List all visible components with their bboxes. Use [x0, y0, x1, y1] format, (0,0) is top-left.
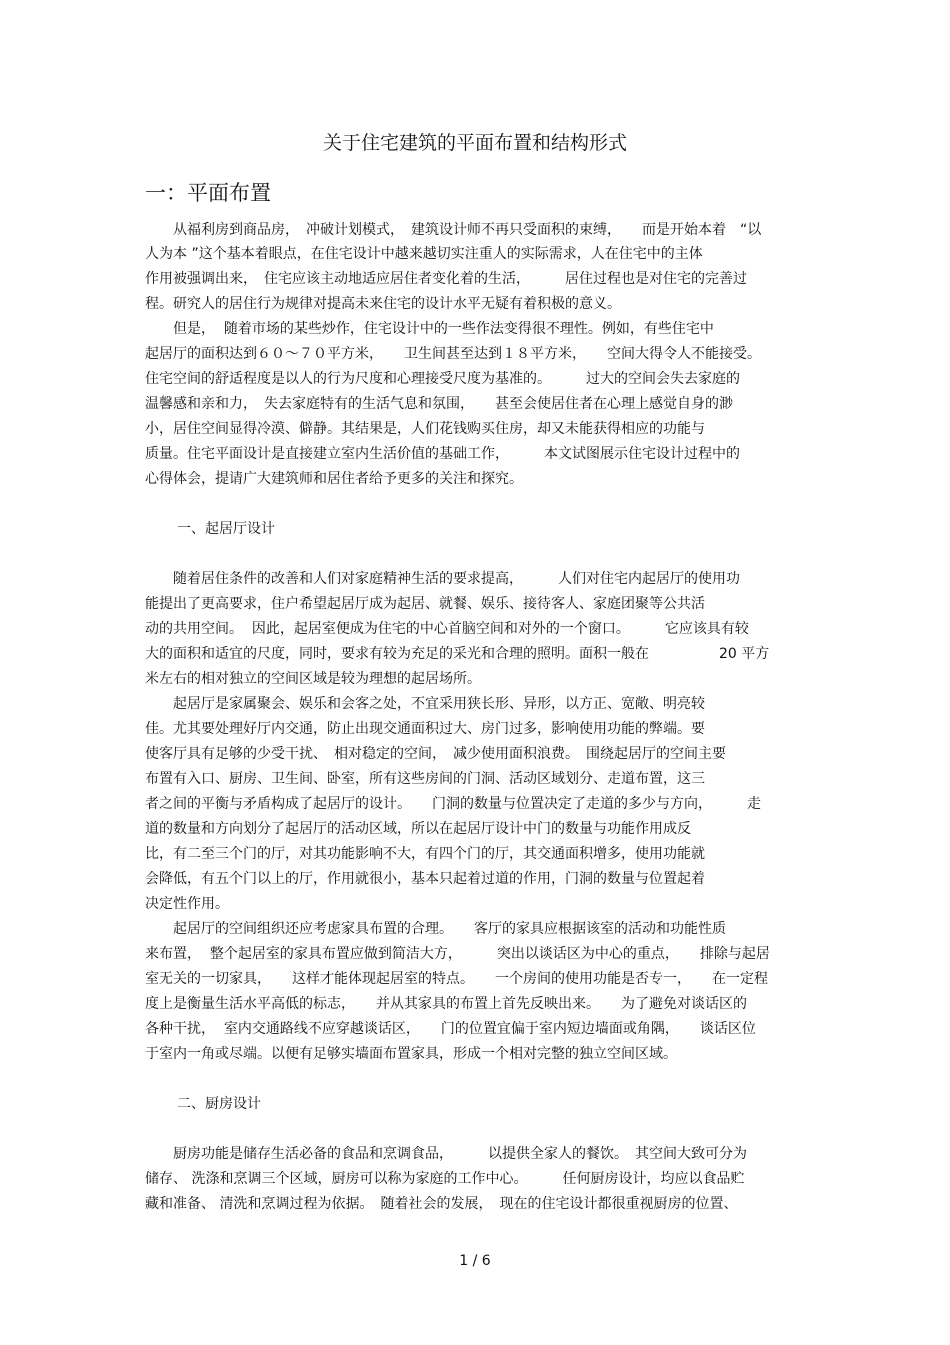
paragraph-line: 大的面积和适宜的尺度，同时，要求有较为充足的采光和合理的照明。面积一般在 20 平方	[145, 646, 770, 662]
paragraph-line: 能提出了更高要求，住户希望起居厅成为起居、就餐、娱乐、接待客人、家庭团聚等公共活	[145, 596, 705, 612]
paragraph-line: 者之间的平衡与矛盾构成了起居厅的设计。 门洞的数量与位置决定了走道的多少与方向， 走	[145, 796, 761, 812]
paragraph-line: 米左右的相对独立的空间区域是较为理想的起居场所。	[145, 671, 481, 687]
paragraph-line: 动的共用空间。 因此，起居室便成为住宅的中心首脑空间和对外的一个窗口。 它应该具有较	[145, 621, 749, 637]
paragraph-line: 各种干扰， 室内交通路线不应穿越谈话区， 门的位置宜偏于室内短边墙面或角隅， 谈话区位	[145, 1021, 756, 1037]
paragraph-line: 于室内一角或尽端。以便有足够实墙面布置家具，形成一个相对完整的独立空间区域。	[145, 1046, 677, 1062]
paragraph-line: 会降低，有五个门以上的厅，作用就很小，基本只起着过道的作用，门洞的数量与位置起着	[145, 871, 705, 887]
paragraph-line: 决定性作用。	[145, 896, 229, 912]
paragraph-line: 温馨感和亲和力， 失去家庭特有的生活气息和氛围， 甚至会使居住者在心理上感觉自身的渺	[145, 396, 733, 412]
paragraph-line: 从福利房到商品房， 冲破计划模式， 建筑设计师不再只受面积的束缚， 而是开始本着 “以	[145, 222, 762, 238]
page-number: 1 / 6	[459, 1253, 491, 1269]
paragraph-line: 质量。住宅平面设计是直接建立室内生活价值的基础工作， 本文试图展示住宅设计过程中的	[145, 446, 740, 462]
paragraph-line: 度上是衡量生活水平高低的标志， 并从其家具的布置上首先反映出来。 为了避免对谈话区的	[145, 996, 747, 1012]
paragraph-line: 道的数量和方向划分了起居厅的活动区域，所以在起居厅设计中门的数量与功能作用成反	[145, 821, 691, 837]
paragraph-line: 人为本 ”这个基本着眼点，在住宅设计中越来越切实注重人的实际需求，人在住宅中的主体	[145, 246, 703, 262]
subsection-heading: 一、起居厅设计	[177, 521, 275, 537]
paragraph-line: 起居厅是家属聚会、娱乐和会客之处，不宜采用狭长形、异形，以方正、宽敞、明亮较	[145, 696, 705, 712]
paragraph-line: 心得体会，提请广大建筑师和居住者给予更多的关注和探究。	[145, 471, 523, 487]
paragraph-line: 小，居住空间显得冷漠、僻静。其结果是，人们花钱购买住房，却又未能获得相应的功能与	[145, 421, 705, 437]
paragraph-line: 藏和准备、 清洗和烹调过程为依据。 随着社会的发展， 现在的住宅设计都很重视厨房的位置、	[145, 1196, 738, 1212]
document-title: 关于住宅建筑的平面布置和结构形式	[322, 132, 627, 154]
paragraph-line: 厨房功能是储存生活必备的食品和烹调食品， 以提供全家人的餐饮。 其空间大致可分为	[145, 1146, 747, 1162]
paragraph-line: 起居厅的面积达到６０～７０平方米， 卫生间甚至达到１８平方米， 空间大得令人不能接受。	[145, 346, 761, 362]
paragraph-line: 起居厅的空间组织还应考虑家具布置的合理。 客厅的家具应根据该室的活动和功能性质	[145, 921, 726, 937]
paragraph-line: 室无关的一切家具， 这样才能体现起居室的特点。 一个房间的使用功能是否专一， 在一定程	[145, 971, 768, 987]
paragraph-line: 住宅空间的舒适程度是以人的行为尺度和心理接受尺度为基准的。 过大的空间会失去家庭的	[145, 371, 740, 387]
paragraph-line: 使客厅具有足够的少受干扰、 相对稳定的空间， 减少使用面积浪费。 围绕起居厅的空间主要	[145, 746, 726, 762]
paragraph-line: 程。研究人的居住行为规律对提高未来住宅的设计水平无疑有着积极的意义。	[145, 296, 621, 312]
paragraph-line: 但是， 随着市场的某些炒作，住宅设计中的一些作法变得很不理性。例如，有些住宅中	[145, 321, 714, 337]
paragraph-line: 来布置， 整个起居室的家具布置应做到简洁大方， 突出以谈话区为中心的重点， 排除与起居	[145, 946, 770, 962]
paragraph-line: 佳。尤其要处理好厅内交通，防止出现交通面积过大、房门过多，影响使用功能的弊端。要	[145, 721, 705, 737]
section-heading: 一：平面布置	[145, 181, 271, 205]
paragraph-line: 随着居住条件的改善和人们对家庭精神生活的要求提高， 人们对住宅内起居厅的使用功	[145, 571, 740, 587]
subsection-heading: 二、厨房设计	[177, 1096, 261, 1112]
paragraph-line: 布置有入口、厨房、卫生间、卧室，所有这些房间的门洞、活动区域划分、走道布置，这三	[145, 771, 705, 787]
paragraph-line: 作用被强调出来， 住宅应该主动地适应居住者变化着的生活， 居住过程也是对住宅的完善过	[145, 271, 747, 287]
paragraph-line: 比，有二至三个门的厅，对其功能影响不大，有四个门的厅，其交通面积增多，使用功能就	[145, 846, 705, 862]
paragraph-line: 储存、 洗涤和烹调三个区域，厨房可以称为家庭的工作中心。 任何厨房设计，均应以食品贮	[145, 1171, 745, 1187]
